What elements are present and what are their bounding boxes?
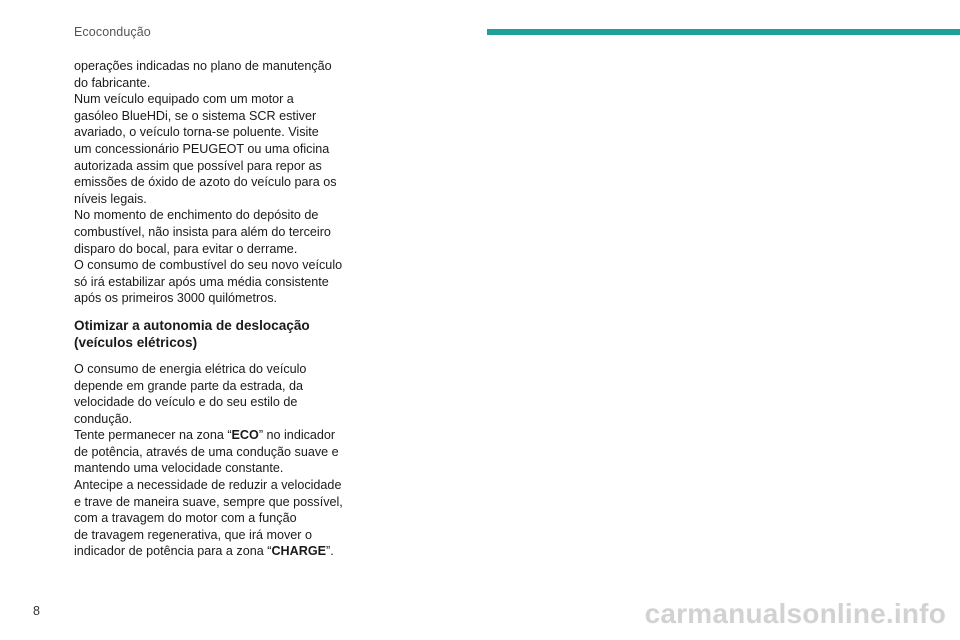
eco-label: ECO [231,428,259,443]
section-title: Ecocondução [74,25,151,39]
page-number: 8 [33,604,40,618]
charge-label: CHARGE [271,544,327,559]
section-accent-bar [487,29,960,35]
paragraph-regenerative-braking [74,477,364,560]
eco-text-before: Tente permanecer na zona “ [74,428,232,443]
watermark-link[interactable]: carmanualsonline.info [644,598,946,629]
paragraph-bluehdi: Num veículo equipado com um motor a gasóleo BlueHDi, se o sistema SCR estiver avariado, o veículo torna-se poluente. Visite um concessionário PEUGEOT ou uma oficina autorizada assim que possível para repor as emissões de óxido de azoto do veículo para os níveis legais. [74,92,337,206]
paragraph-fuel-consumption: O consumo de combustível do seu novo veículo só irá estabilizar após uma média consistente após os primeiros 3000 quilómetros. [74,258,343,306]
charge-text-after: ”. [326,544,334,559]
paragraph-maintenance: operações indicadas no plano de manutenção do fabricante. [74,59,332,90]
heading-electric-range: Otimizar a autonomia de deslocação (veículos elétricos) [74,317,310,350]
paragraph-energy-consumption: O consumo de energia elétrica do veículo depende em grande parte da estrada, da velocidade do veículo e do seu estilo de condução. [74,361,307,426]
text-column [74,58,364,560]
charge-text-before: Antecipe a necessidade de reduzir a velocidade e trave de maneira suave, sempre que possível, com a travagem do motor com a função de travagem regenerativa, que irá mover o indicador de potência para a zona “ [74,478,343,559]
paragraph-eco-zone [74,427,364,477]
paragraph-fuel-filling: No momento de enchimento do depósito de combustível, não insista para além do terceiro disparo do bocal, para evitar o derrame. [74,208,331,256]
eco-text-after: ” no indicador de potência, através de uma condução suave e mantendo uma velocidade constante. [74,428,339,476]
